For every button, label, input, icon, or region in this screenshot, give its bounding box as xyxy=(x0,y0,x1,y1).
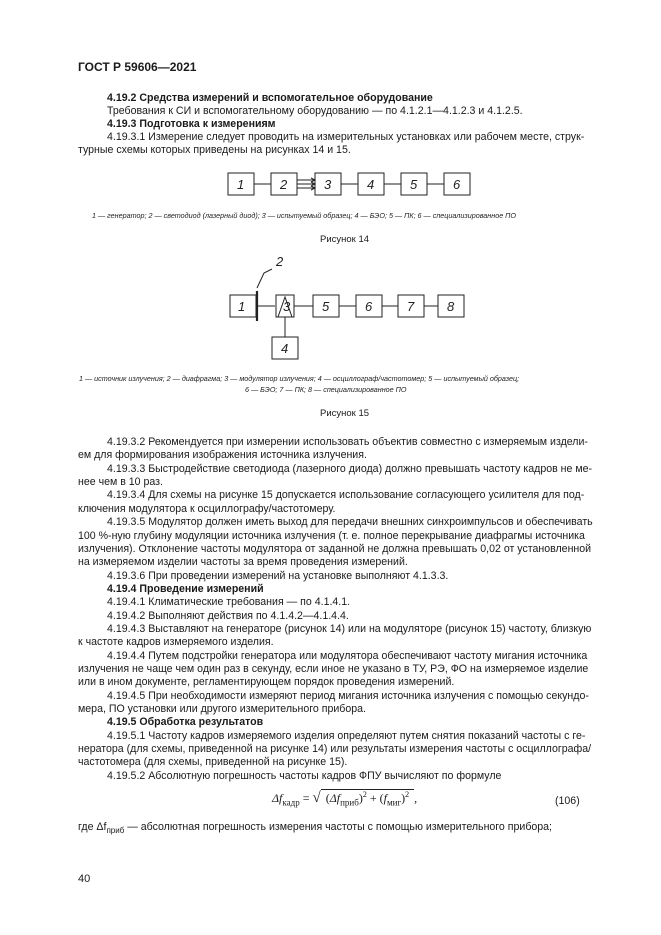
figure-14-caption: 1 — генератор; 2 — светодиод (лазерный диод); 3 — испытуемый образец; 4 — БЭО; 5 — ПК; 6 — специализированное ПО xyxy=(92,211,516,220)
body-line: 4.19.4.2 Выполняют действия по 4.1.4.2—4.1.4.4. xyxy=(107,609,349,622)
body-line: нее чем в 10 раз. xyxy=(78,476,163,489)
body-line: ем для формирования изображения источника излучения. xyxy=(78,449,367,462)
fig15-label-4: 4 xyxy=(281,341,289,356)
figure-14-diagram xyxy=(226,170,476,198)
intro-line: турные схемы которых приведены на рисунках 14 и 15. xyxy=(78,144,351,156)
fig14-label-1: 1 xyxy=(237,177,245,192)
figure-15-caption-line-1: 1 — источник излучения; 2 — диафрагма; 3 — модулятор излучения; 4 — осциллограф/частотомер; 5 — испытуемый образец; xyxy=(79,374,520,383)
intro-line: 4.19.3.1 Измерение следует проводить на измерительных установках или рабочем месте, струк- xyxy=(107,131,585,143)
body-line: к частоте кадров измеряемого изделия. xyxy=(78,636,274,649)
intro-line: Требования к СИ и вспомогательному оборудованию — по 4.1.2.1—4.1.2.3 и 4.1.2.5. xyxy=(107,105,523,117)
fig15-label-5: 5 xyxy=(322,299,330,314)
fig15-label-2: 2 xyxy=(276,255,284,269)
body-line: частотомера (для схемы, приведенной на рисунке 15). xyxy=(78,756,348,769)
fig15-label-3: 3 xyxy=(283,299,291,314)
body-line: 4.19.3.2 Рекомендуется при измерении использовать объектив совместно с измеряемым издели- xyxy=(107,436,588,448)
body-line: 4.19.3.4 Для схемы на рисунке 15 допускается использование согласующего усилителя для под- xyxy=(107,489,585,502)
fig15-label-1: 1 xyxy=(238,299,246,314)
body-line: 4.19.4 Проведение измерений xyxy=(107,582,264,595)
body-line: 4.19.4.5 При необходимости измеряют период мигания источника излучения с помощью секундо- xyxy=(107,689,589,702)
body-line: или в ином документе, регламентирующем порядок проведения измерений. xyxy=(78,676,455,689)
figure-15-diagram xyxy=(226,255,471,365)
body-line: 4.19.5.1 Частоту кадров измеряемого изделия определяют путем снятия показаний частоты с ге- xyxy=(107,729,586,742)
fig14-label-2: 2 xyxy=(280,177,288,192)
fig14-label-3: 3 xyxy=(324,177,332,192)
figure-15-title: Рисунок 15 xyxy=(320,408,370,419)
fig15-label-7: 7 xyxy=(407,299,415,314)
fig15-label-6: 6 xyxy=(365,299,373,314)
body-line: 4.19.5 Обработка результатов xyxy=(107,716,264,729)
body-line: ключения модулятора к осциллографу/частотомеру. xyxy=(78,502,336,515)
figure-15-caption-line-2: 6 — БЭО; 7 — ПК; 8 — специализированное ПО xyxy=(245,385,407,394)
body-line: на измеряемом изделии частоты за время проведения измерений. xyxy=(78,556,408,569)
formula-number: (106) xyxy=(555,795,580,807)
fig14-label-5: 5 xyxy=(410,177,418,192)
body-line: 4.19.4.3 Выставляют на генераторе (рисунок 14) или на модуляторе (рисунок 15) частоту, близкую xyxy=(107,622,592,635)
formula-106: $\Delta f_{кадр}$ = √ $(\Delta f_{приб})^2 + (f_{миг})^2$ , xyxy=(272,790,418,808)
fig14-label-6: 6 xyxy=(453,177,461,192)
intro-line: 4.19.3 Подготовка к измерениям xyxy=(107,118,276,130)
body-line: мера, ПО установки или другого измерительного прибора. xyxy=(78,703,366,715)
fig15-label-8: 8 xyxy=(447,299,455,314)
body-line: 4.19.3.5 Модулятор должен иметь выход для передачи внешних синхроимпульсов и обеспечивать xyxy=(107,516,593,529)
body-line: 4.19.4.1 Климатические требования — по 4.1.4.1. xyxy=(107,596,351,609)
body-line: 100 %-ную глубину модуляции источника излучения (т. е. полное перекрывание диафрагмы источника xyxy=(78,529,585,542)
body-line: 4.19.3.6 При проведении измерений на установке выполняют 4.1.3.3. xyxy=(107,569,449,582)
body-line: 4.19.3.3 Быстродействие светодиода (лазерного диода) должно превышать частоту кадров не ме- xyxy=(107,462,593,475)
body-line: излучения не чаще чем один раз в секунду, если иное не указано в ТУ, РЭ, ФО на измеряемое изделие xyxy=(78,663,589,675)
body-line: излучения). Отклонение частоты модулятора от заданной не должна превышать 0,02 от установленной xyxy=(78,542,592,555)
body-line: 4.19.5.2 Абсолютную погрешность частоты кадров ФПУ вычисляют по формуле xyxy=(107,769,502,782)
document-header: ГОСТ Р 59606—2021 xyxy=(78,60,197,74)
intro-line: 4.19.2 Средства измерений и вспомогательное оборудование xyxy=(107,92,433,104)
body-line: нератора (для схемы, приведенной на рисунке 14) или результаты измерения частоты с осциллографа/ xyxy=(78,743,592,755)
where-clause: где $\Delta f_{приб}$ — абсолютная погрешность измерения частоты с помощью измерительного прибора; xyxy=(78,821,553,836)
body-line: 4.19.4.4 Путем подстройки генератора или модулятора обеспечивают частоту мигания источника xyxy=(107,649,588,662)
page-number: 40 xyxy=(78,873,91,885)
figure-14-title: Рисунок 14 xyxy=(320,234,370,245)
fig14-label-4: 4 xyxy=(367,177,375,192)
